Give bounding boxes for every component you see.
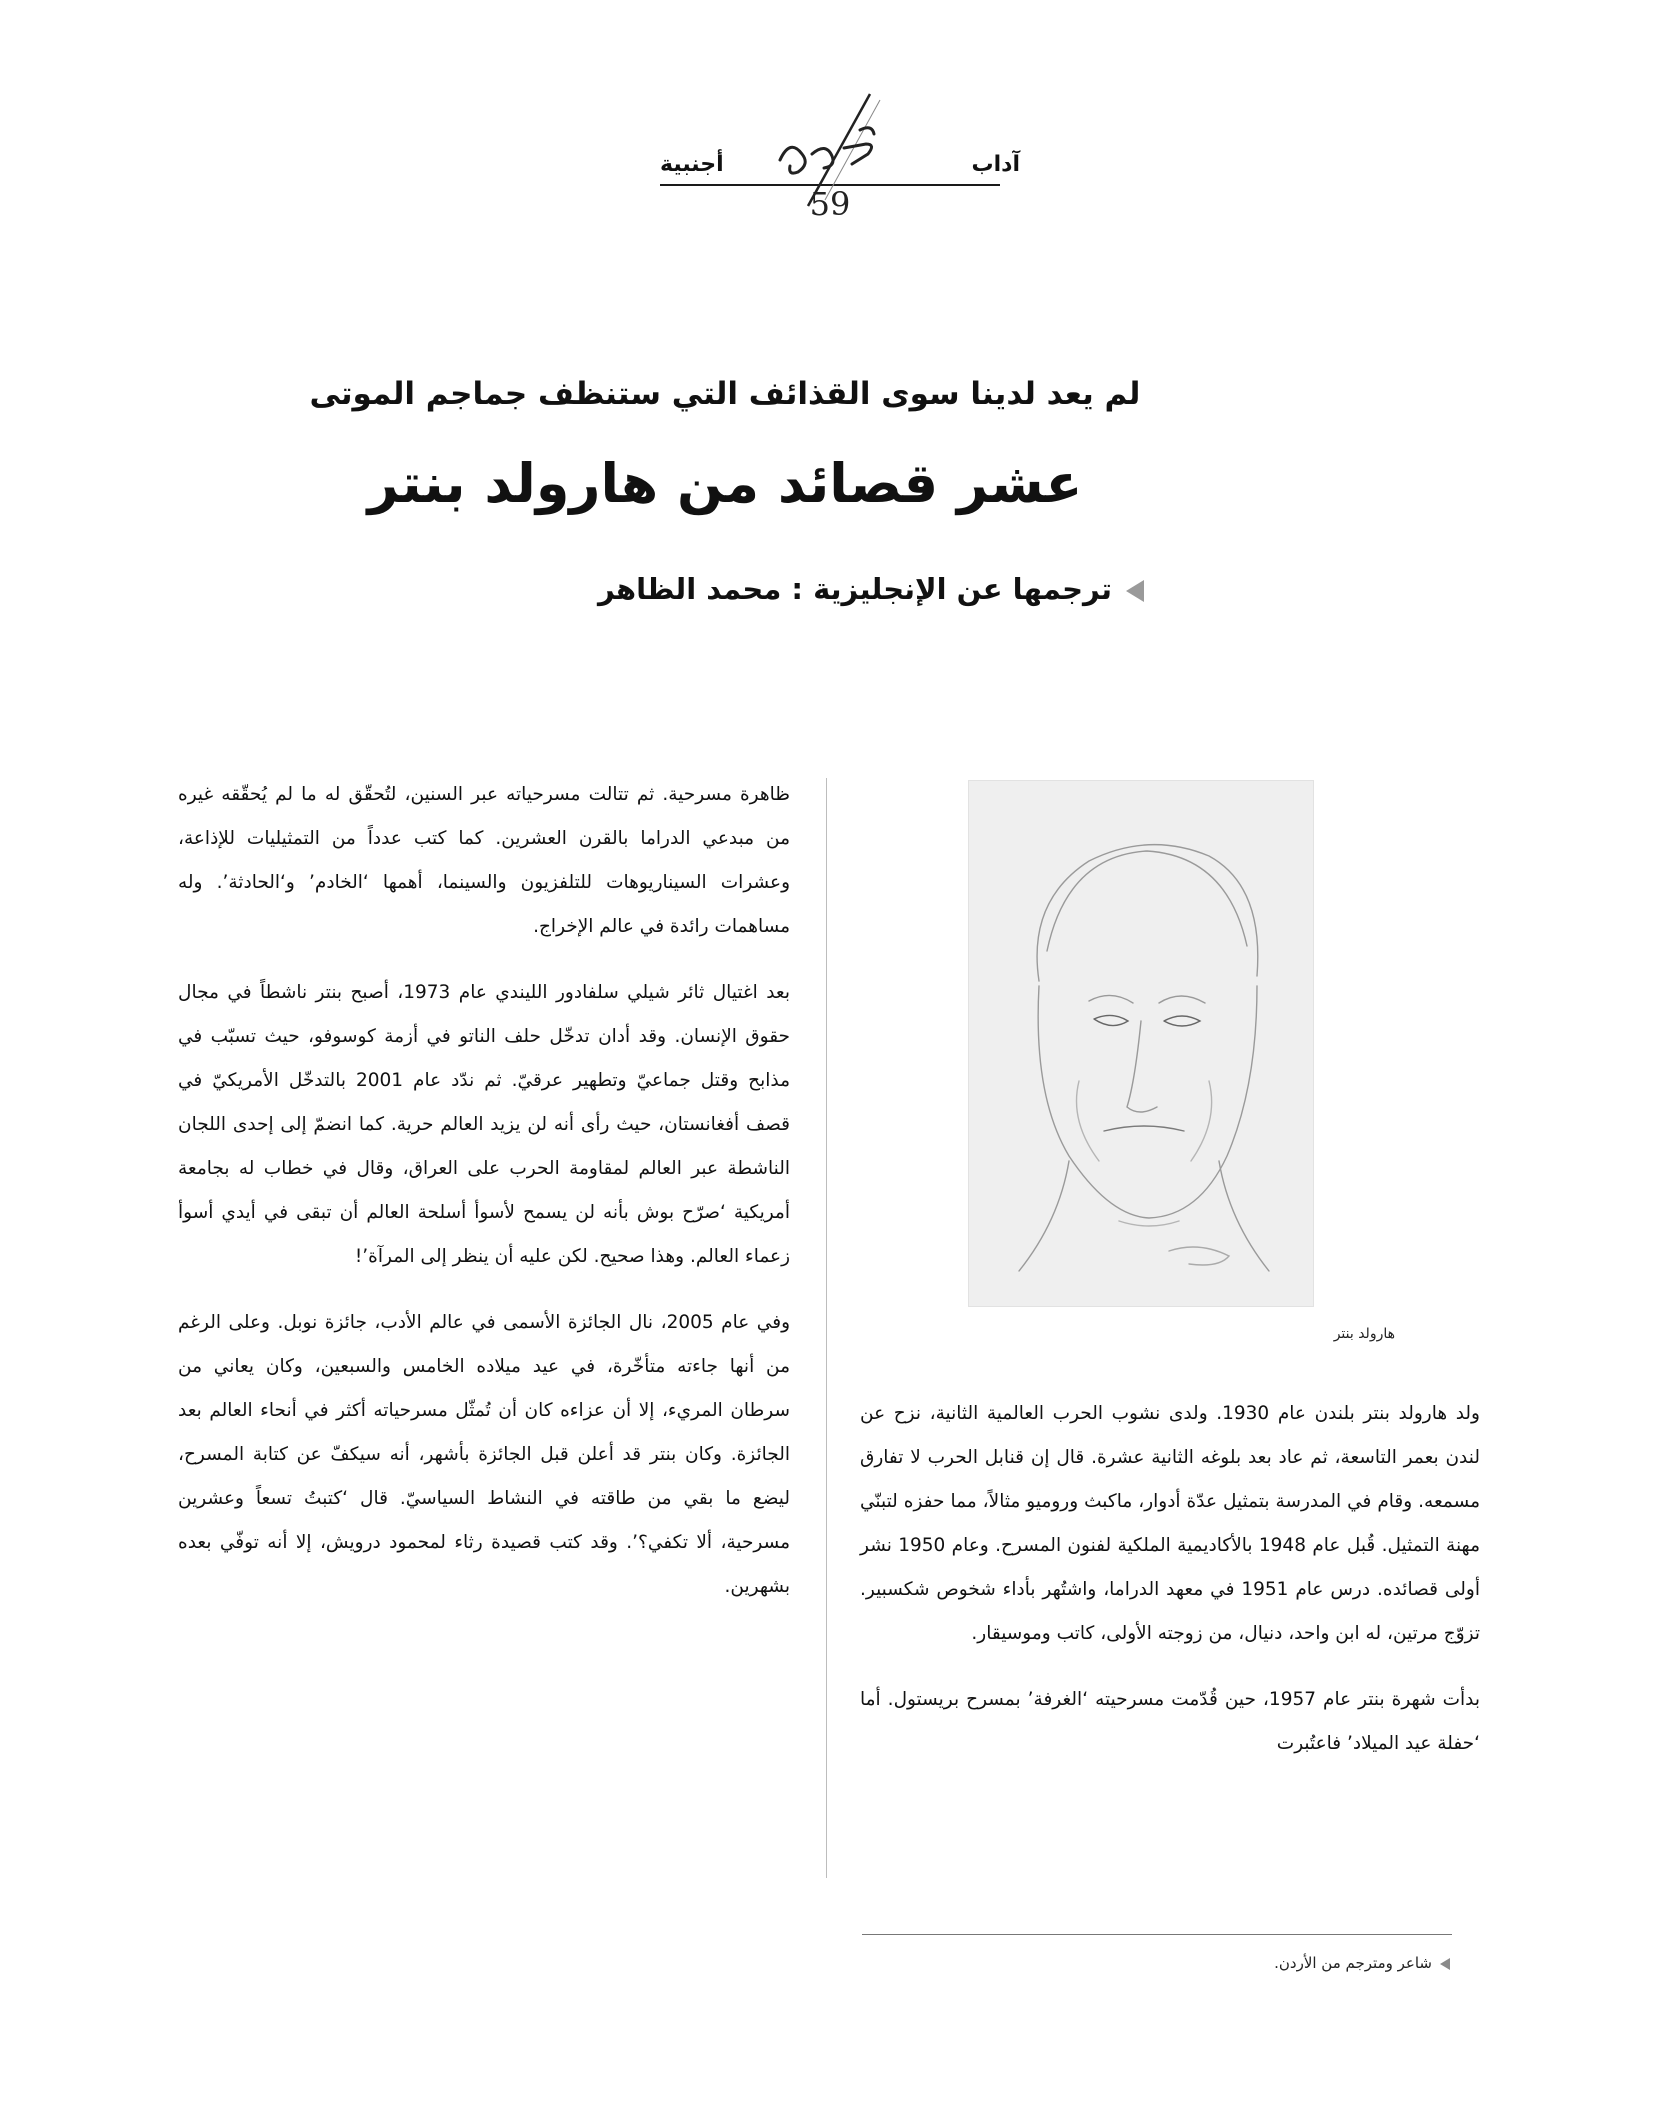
article-kicker: لم يعد لدينا سوى القذائف التي ستنظف جماجم الموتى bbox=[309, 376, 1141, 412]
paragraph: وفي عام 2005، نال الجائزة الأسمى في عالم الأدب، جائزة نوبل. وعلى الرغم من أنها جاءته متأخّرة، في عيد ميلاده الخامس والسبعين، وكان يعاني من سرطان المريء، إلا أن عزاءه كان أن تُمثّل مسرحياته أكثر في أنحاء العالم بعد الجائزة. وكان بنتر قد أعلن قبل الجائزة بأشهر، أنه سيكفّ عن كتابة المسرح، ليضع ما بقي من طاقته في النشاط السياسيّ. قال ‘كتبتُ تسعاً وعشرين مسرحية، ألا تكفي؟’. وقد كتب قصيدة رثاء لمحمود درويش، إلا أنه توفّي بعده بشهرين. bbox=[178, 1312, 790, 1597]
portrait-sketch bbox=[968, 780, 1314, 1307]
portrait-caption: هارولد بنتر bbox=[1333, 1326, 1395, 1342]
column-divider bbox=[826, 778, 827, 1878]
page-number: 59 bbox=[809, 185, 851, 223]
paragraph: بعد اغتيال ثائر شيلي سلفادور الليندي عام 1973، أصبح بنتر ناشطاً في مجال حقوق الإنسان. وقد أدان تدخّل حلف الناتو في أزمة كوسوفو، حيث تسبّب في مذابح وقتل جماعيّ وتطهير عرقيّ. ثم ندّد عام 2001 بالتدخّل الأمريكيّ في قصف أفغانستان، حيث رأى أنه لن يزيد العالم حرية. كما انضمّ إلى إحدى اللجان الناشطة عبر العالم لمقاومة الحرب على العراق، وقال في خطاب له بجامعة أمريكية ‘صرّح بوش بأنه لن يسمح لأسوأ أسلحة العالم أن تبقى في أيدي أسوأ زعماء العالم. وهذا صحيح. لكن عليه أن ينظر إلى المرآة’! bbox=[178, 982, 790, 1267]
footnote-text: شاعر ومترجم من الأردن. bbox=[1274, 1954, 1432, 1972]
paragraph: ولد هارولد بنتر بلندن عام 1930. ولدى نشوب الحرب العالمية الثانية، نزح عن لندن بعمر التاسعة، ثم عاد بعد بلوغه الثانية عشرة. قال إن قنابل الحرب لا تفارق مسمعه. وقام في المدرسة بتمثيل عدّة أدوار، ماكبث وروميو مثالاً، مما حفزه لتبنّي مهنة التمثيل. قُبل عام 1948 بالأكاديمية الملكية لفنون المسرح. وعام 1950 نشر أولى قصائده. درس عام 1951 في معهد الدراما، واشتُهر بأداء شخوص شكسبير. تزوّج مرتين، له ابن واحد، دنيال، من زوجته الأولى، كاتب وموسيقار. bbox=[860, 1403, 1480, 1644]
right-column bbox=[860, 1392, 1480, 1788]
paragraph: بدأت شهرة بنتر عام 1957، حين قُدّمت مسرحيته ‘الغرفة’ بمسرح بريستول. أما ‘حفلة عيد الميلاد’ فاعتُبرت bbox=[860, 1689, 1480, 1754]
byline-text: ترجمها عن الإنجليزية : محمد الظاهر bbox=[598, 572, 1112, 606]
section-label-foreign: أجنبية bbox=[660, 152, 724, 177]
section-label-adab: آداب bbox=[971, 152, 1020, 177]
triangle-bullet-icon bbox=[1126, 580, 1144, 602]
article-byline bbox=[444, 572, 1144, 606]
left-column bbox=[178, 773, 790, 1631]
portrait-drawing-icon bbox=[969, 781, 1313, 1306]
footnote-rule bbox=[862, 1934, 1452, 1935]
paragraph: ظاهرة مسرحية. ثم تتالت مسرحياته عبر السنين، لتُحقّق له ما لم يُحقّقه غيره من مبدعي الدراما بالقرن العشرين. كما كتب عدداً من التمثيليات للإذاعة، وعشرات السيناريوهات للتلفزيون والسينما، أهمها ‘الخادم’ و‘الحادثة’. وله مساهمات رائدة في عالم الإخراج. bbox=[178, 784, 790, 937]
footnote bbox=[1050, 1954, 1450, 1972]
article-title: عشر قصائد من هارولد بنتر bbox=[367, 452, 1083, 515]
page-header bbox=[640, 90, 1020, 240]
triangle-bullet-icon bbox=[1440, 1958, 1450, 1970]
